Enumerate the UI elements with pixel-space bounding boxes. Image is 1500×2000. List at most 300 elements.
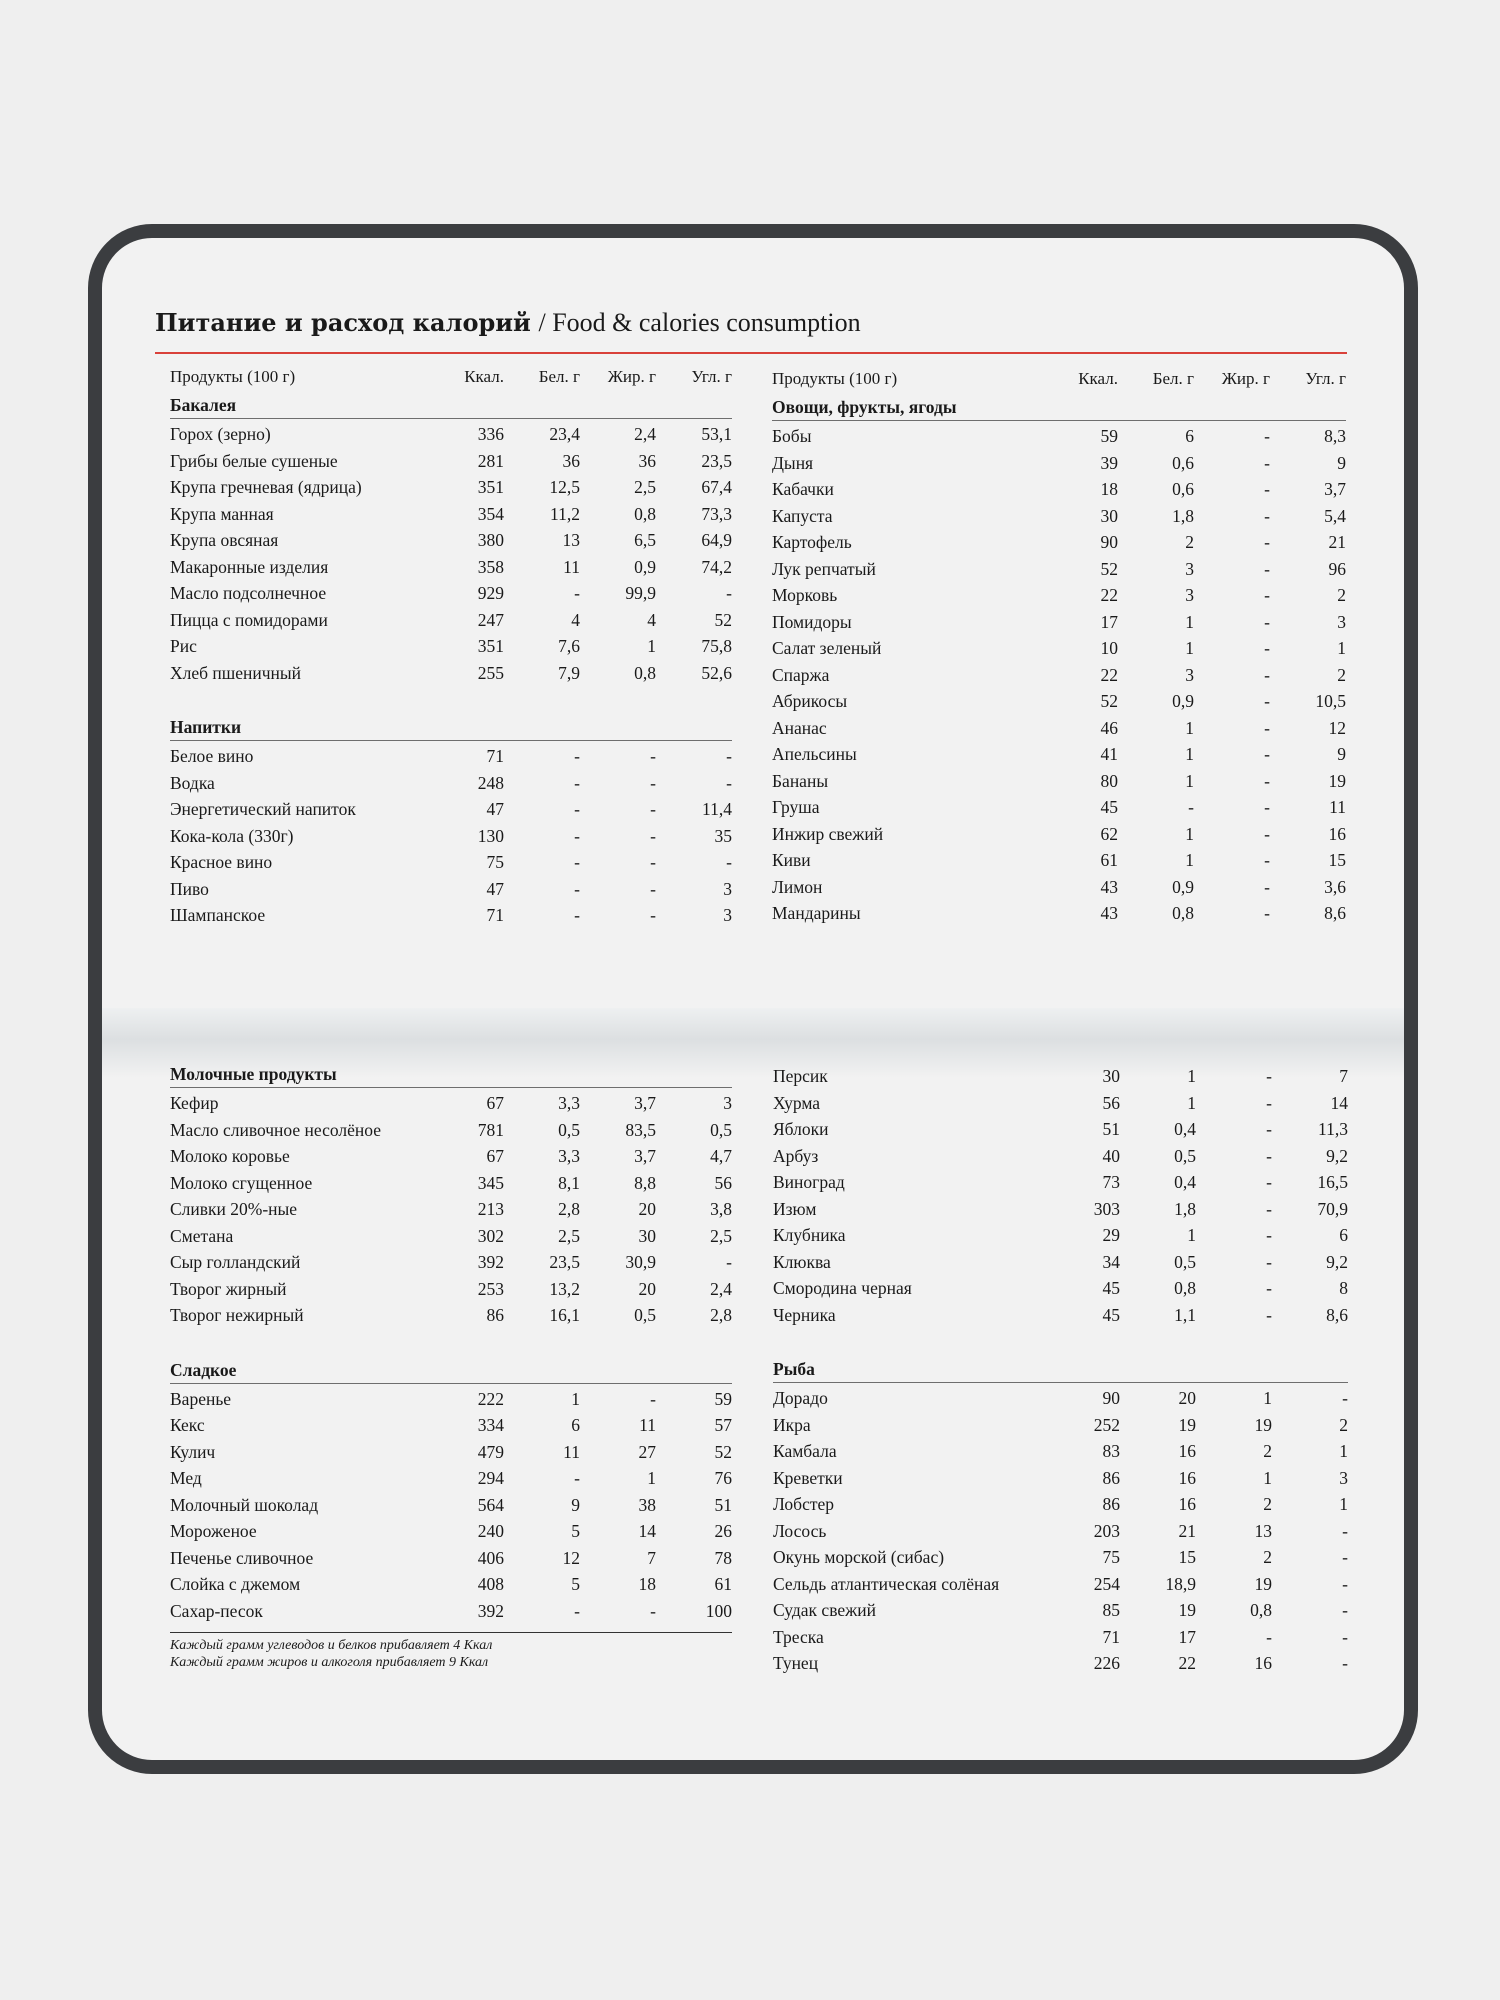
protein-value: 5 (571, 1521, 580, 1541)
product-name: Камбала (773, 1441, 837, 1461)
protein-value: - (574, 825, 580, 846)
fat-value: 20 (638, 1199, 656, 1219)
fat-value: - (1266, 1278, 1272, 1298)
fat-value: 0,5 (634, 1305, 656, 1325)
fat-value: 38 (638, 1494, 656, 1515)
fat-value: - (1266, 1626, 1272, 1647)
fat-value: - (1264, 744, 1270, 764)
protein-value: 0,5 (1174, 1145, 1196, 1166)
product-name: Крупа гречневая (ядрица) (170, 477, 362, 497)
footnote-line: Каждый грамм жиров и алкоголя прибавляет 9 Ккал (170, 1655, 489, 1670)
protein-value: - (574, 799, 580, 819)
carbs-value: 35 (714, 825, 732, 846)
fat-value: - (1266, 1198, 1272, 1219)
kcal-value: 71 (486, 746, 504, 766)
kcal-value: 18 (1100, 479, 1118, 499)
carbs-value: 9 (1337, 744, 1346, 764)
protein-value: 0,4 (1174, 1172, 1196, 1192)
carbs-value: - (1342, 1600, 1348, 1620)
section-title: Овощи, фрукты, ягоды (772, 394, 1346, 421)
kcal-value: 253 (477, 1278, 504, 1299)
fat-value: - (1264, 558, 1270, 579)
fat-value: - (650, 878, 656, 899)
carbs-value: 51 (714, 1494, 732, 1515)
kcal-value: 130 (477, 825, 504, 846)
product-name: Киви (772, 850, 811, 870)
product-name: Сахар-песок (170, 1600, 263, 1621)
carbs-value: 0,5 (710, 1119, 732, 1140)
kcal-value: 22 (1100, 585, 1118, 605)
carbs-value: 5,4 (1324, 505, 1346, 526)
carbs-value: 8,3 (1324, 426, 1346, 446)
fat-value: 1 (647, 1468, 656, 1488)
fat-value: - (1264, 823, 1270, 844)
table-row (772, 635, 1346, 662)
protein-value: 0,9 (1172, 691, 1194, 711)
table-row (772, 874, 1346, 901)
fat-value: 7 (647, 1547, 656, 1568)
header-fat: Жир. г (1221, 369, 1270, 388)
protein-value: 1 (1187, 1092, 1196, 1113)
section-title: Напитки (170, 714, 732, 741)
table-row (773, 1518, 1348, 1545)
kcal-value: 80 (1100, 770, 1118, 791)
product-name: Груша (772, 797, 820, 817)
product-name: Грибы белые сушеные (170, 450, 338, 471)
carbs-value: 57 (714, 1415, 732, 1435)
product-name: Шампанское (170, 905, 266, 925)
product-name: Тунец (773, 1653, 819, 1673)
table-row (170, 1302, 732, 1329)
carbs-value: 52 (714, 1441, 732, 1462)
fat-value: 99,9 (625, 583, 656, 603)
kcal-value: 222 (477, 1388, 504, 1409)
fat-value: - (650, 746, 656, 766)
protein-value: 12,5 (549, 477, 580, 497)
carbs-value: 23,5 (701, 450, 732, 471)
kcal-value: 354 (477, 503, 504, 524)
footnote-line: Каждый грамм углеводов и белков прибавляет 4 Ккал (170, 1638, 493, 1653)
fat-value: 30,9 (625, 1252, 656, 1272)
carbs-value: 52,6 (701, 662, 732, 683)
carbs-value: 4,7 (710, 1146, 732, 1166)
carbs-value: - (726, 772, 732, 793)
product-name: Горох (зерно) (170, 424, 271, 444)
product-name: Сметана (170, 1225, 234, 1246)
product-name: Лосось (773, 1520, 827, 1541)
product-name: Лобстер (773, 1494, 835, 1514)
table-row (170, 902, 732, 929)
table-row (170, 1412, 732, 1439)
kcal-value: 294 (477, 1468, 504, 1488)
carbs-value: 100 (705, 1600, 732, 1621)
carbs-value: 21 (1328, 532, 1346, 552)
protein-value: 1 (1185, 770, 1194, 791)
carbs-value: - (1342, 1626, 1348, 1647)
carbs-value: 75,8 (701, 636, 732, 656)
product-name: Слойка с джемом (170, 1574, 301, 1594)
product-name: Морковь (772, 585, 838, 605)
product-name: Энергетический напиток (170, 799, 356, 819)
kcal-value: 45 (1102, 1304, 1120, 1325)
table-row (170, 743, 732, 770)
table-row (772, 741, 1346, 768)
kcal-value: 226 (1093, 1653, 1120, 1673)
kcal-value: 380 (477, 530, 504, 550)
table-row (772, 529, 1346, 556)
product-name: Бананы (772, 770, 829, 791)
protein-value: 17 (1178, 1626, 1196, 1647)
kcal-value: 45 (1100, 797, 1118, 817)
carbs-value: 2 (1337, 585, 1346, 605)
table-row (170, 554, 732, 581)
product-name: Инжир свежий (772, 823, 884, 844)
kcal-value: 929 (477, 583, 504, 603)
product-name: Кулич (170, 1441, 216, 1462)
fat-value: 11 (639, 1415, 656, 1435)
product-name: Сельдь атлантическая солёная (773, 1573, 1000, 1594)
product-name: Изюм (773, 1198, 817, 1219)
kcal-value: 40 (1102, 1145, 1120, 1166)
table-row (773, 1222, 1348, 1249)
protein-value: 7,9 (558, 662, 580, 683)
kcal-value: 564 (477, 1494, 504, 1515)
carbs-value: 61 (714, 1574, 732, 1594)
protein-value: 1 (1185, 611, 1194, 632)
table-row (773, 1624, 1348, 1651)
table-row (773, 1063, 1348, 1090)
kcal-value: 47 (486, 878, 504, 899)
fat-value: - (1266, 1092, 1272, 1113)
fat-value: 19 (1254, 1573, 1272, 1594)
table-row (773, 1196, 1348, 1223)
carbs-value: 11,3 (1318, 1119, 1348, 1139)
kcal-value: 252 (1093, 1414, 1120, 1435)
product-name: Водка (170, 772, 215, 793)
product-name: Молоко коровье (170, 1146, 290, 1166)
section-title: Молочные продукты (170, 1061, 732, 1088)
carbs-value: 9,2 (1326, 1145, 1348, 1166)
protein-value: 18,9 (1165, 1573, 1196, 1594)
product-name: Макаронные изделия (170, 556, 329, 577)
protein-value: 13,2 (549, 1278, 580, 1299)
carbs-value: - (726, 852, 732, 872)
carbs-value: 53,1 (701, 424, 732, 444)
table-row (170, 1386, 732, 1413)
product-name: Крупа овсяная (170, 530, 279, 550)
kcal-value: 86 (486, 1305, 504, 1325)
fat-value: 3,7 (634, 1146, 656, 1166)
table-row (773, 1571, 1348, 1598)
product-name: Молочный шоколад (170, 1494, 319, 1515)
table-row (773, 1302, 1348, 1329)
kcal-value: 254 (1093, 1573, 1120, 1594)
table-row (772, 609, 1346, 636)
kcal-value: 52 (1100, 558, 1118, 579)
fat-value: 1 (1263, 1467, 1272, 1488)
protein-value: - (574, 852, 580, 872)
table-row (170, 876, 732, 903)
fat-value: - (1264, 479, 1270, 499)
header-product: Продукты (100 г) (170, 367, 296, 386)
fat-value: - (1264, 691, 1270, 711)
product-name: Мандарины (772, 903, 861, 923)
carbs-value: 74,2 (701, 556, 732, 577)
fat-value: 0,8 (634, 503, 656, 524)
product-name: Крупа манная (170, 503, 274, 524)
protein-value: 1 (1185, 717, 1194, 738)
fat-value: - (1264, 876, 1270, 897)
carbs-value: 3 (723, 878, 732, 899)
column-header-row (772, 364, 1346, 394)
table-row (170, 501, 732, 528)
carbs-value: - (1342, 1520, 1348, 1541)
product-name: Дорадо (773, 1388, 828, 1408)
kcal-value: 71 (486, 905, 504, 925)
protein-value: 0,5 (1174, 1251, 1196, 1272)
carbs-value: 11,4 (702, 799, 732, 819)
fat-value: - (1266, 1225, 1272, 1245)
kcal-value: 75 (486, 852, 504, 872)
protein-value: 2,5 (558, 1225, 580, 1246)
product-name: Лимон (772, 876, 823, 897)
fat-value: 3,7 (634, 1093, 656, 1113)
fat-value: 1 (647, 636, 656, 656)
kcal-value: 86 (1102, 1467, 1120, 1488)
kcal-value: 30 (1100, 505, 1118, 526)
carbs-value: 16 (1328, 823, 1346, 844)
kcal-value: 406 (477, 1547, 504, 1568)
fat-value: - (1264, 664, 1270, 685)
kcal-value: 67 (486, 1146, 504, 1166)
fat-value: 8,8 (634, 1172, 656, 1193)
kcal-value: 52 (1100, 691, 1118, 711)
kcal-value: 73 (1102, 1172, 1120, 1192)
fat-value: - (1264, 452, 1270, 473)
carbs-value: 1 (1337, 638, 1346, 658)
kcal-value: 213 (477, 1199, 504, 1219)
carbs-value: 52 (714, 609, 732, 630)
table-row (772, 662, 1346, 689)
page-title (155, 308, 1347, 354)
carbs-value: - (726, 583, 732, 603)
kcal-value: 34 (1102, 1251, 1120, 1272)
product-name: Дыня (772, 452, 814, 473)
carbs-value: 8 (1339, 1278, 1348, 1298)
table-row (773, 1385, 1348, 1412)
product-name: Хлеб пшеничный (170, 662, 302, 683)
carbs-value: 70,9 (1317, 1198, 1348, 1219)
table-row (170, 1249, 732, 1276)
kcal-value: 43 (1100, 876, 1118, 897)
product-name: Творог нежирный (170, 1305, 304, 1325)
fat-value: - (1264, 426, 1270, 446)
product-name: Мороженое (170, 1521, 257, 1541)
table-row (170, 421, 732, 448)
kcal-value: 43 (1100, 903, 1118, 923)
table-row (773, 1116, 1348, 1143)
kcal-value: 67 (486, 1093, 504, 1113)
protein-value: 1 (1187, 1225, 1196, 1245)
section-gap (773, 1328, 1348, 1356)
section-gap (170, 1329, 732, 1357)
protein-value: 23,5 (549, 1252, 580, 1272)
carbs-value: 15 (1328, 850, 1346, 870)
carbs-value: 2,8 (710, 1305, 732, 1325)
carbs-value: 9,2 (1326, 1251, 1348, 1272)
protein-value: 9 (571, 1494, 580, 1515)
kcal-value: 334 (477, 1415, 504, 1435)
carbs-value: 7 (1339, 1066, 1348, 1086)
fat-value: - (1264, 611, 1270, 632)
fat-value: 2 (1263, 1441, 1272, 1461)
fat-value: - (650, 1600, 656, 1621)
product-name: Кефир (170, 1093, 219, 1113)
fat-value: - (1264, 797, 1270, 817)
fat-value: - (650, 905, 656, 925)
carbs-value: 67,4 (701, 477, 732, 497)
table-row (170, 823, 732, 850)
table-row (170, 660, 732, 687)
header-product: Продукты (100 г) (772, 369, 898, 388)
header-carbs: Угл. г (1305, 369, 1346, 388)
product-name: Масло подсолнечное (170, 583, 327, 603)
product-name: Абрикосы (772, 691, 848, 711)
carbs-value: 3 (1339, 1467, 1348, 1488)
fat-value: - (1264, 770, 1270, 791)
table-row (170, 1465, 732, 1492)
header-kcal: Ккал. (464, 367, 504, 386)
table-row (170, 1439, 732, 1466)
table-row (170, 770, 732, 797)
kcal-value: 203 (1093, 1520, 1120, 1541)
table-row (170, 1492, 732, 1519)
product-name: Салат зеленый (772, 638, 882, 658)
table-row (170, 1598, 732, 1625)
table-row (772, 556, 1346, 583)
kcal-value: 479 (477, 1441, 504, 1462)
fat-value: - (1264, 505, 1270, 526)
carbs-value: - (1342, 1573, 1348, 1594)
product-name: Окунь морской (сибас) (773, 1547, 945, 1567)
fat-value: - (650, 1388, 656, 1409)
kcal-value: 22 (1100, 664, 1118, 685)
table-row (773, 1438, 1348, 1465)
fat-value: 18 (638, 1574, 656, 1594)
protein-value: 0,5 (558, 1119, 580, 1140)
protein-value: 11 (563, 556, 580, 577)
protein-value: 6 (1185, 426, 1194, 446)
fat-value: - (1266, 1304, 1272, 1325)
footnote (170, 1632, 732, 1671)
protein-value: - (574, 772, 580, 793)
product-name: Клубника (773, 1225, 846, 1245)
protein-value: 3,3 (558, 1093, 580, 1113)
kcal-value: 86 (1102, 1494, 1120, 1514)
fat-value: 0,9 (634, 556, 656, 577)
table-row (170, 1223, 732, 1250)
product-name: Яблоки (773, 1119, 829, 1139)
title-ru: Питание и расход калорий (155, 308, 531, 337)
kcal-value: 336 (477, 424, 504, 444)
product-name: Лук репчатый (772, 558, 876, 579)
product-name: Варенье (170, 1388, 232, 1409)
fat-value: - (1264, 717, 1270, 738)
protein-value: 23,4 (549, 424, 580, 444)
fat-value: 30 (638, 1225, 656, 1246)
table-row (170, 1196, 732, 1223)
protein-value: - (574, 583, 580, 603)
product-name: Клюква (773, 1251, 831, 1272)
fat-value: - (650, 825, 656, 846)
product-name: Пиво (170, 878, 209, 899)
protein-value: 3 (1185, 585, 1194, 605)
fat-value: - (1264, 585, 1270, 605)
carbs-value: 1 (1339, 1494, 1348, 1514)
table-row (170, 796, 732, 823)
table-row (170, 849, 732, 876)
product-name: Персик (773, 1066, 828, 1086)
kcal-value: 10 (1100, 638, 1118, 658)
protein-value: 1,1 (1174, 1304, 1196, 1325)
carbs-value: 9 (1337, 452, 1346, 473)
protein-value: 16 (1178, 1494, 1196, 1514)
protein-value: 22 (1178, 1653, 1196, 1673)
table-row (170, 448, 732, 475)
fat-value: - (1266, 1172, 1272, 1192)
product-name: Икра (773, 1414, 811, 1435)
fat-value: - (650, 852, 656, 872)
carbs-value: 56 (714, 1172, 732, 1193)
fat-value: 83,5 (625, 1119, 656, 1140)
fat-value: 2 (1263, 1494, 1272, 1514)
product-name: Арбуз (773, 1145, 819, 1166)
fat-value: 13 (1254, 1520, 1272, 1541)
table-row (772, 423, 1346, 450)
protein-value: 0,8 (1174, 1278, 1196, 1298)
protein-value: 3 (1185, 558, 1194, 579)
kcal-value: 781 (477, 1119, 504, 1140)
protein-value: 19 (1178, 1600, 1196, 1620)
product-name: Кекс (170, 1415, 205, 1435)
header-kcal: Ккал. (1078, 369, 1118, 388)
kcal-value: 90 (1102, 1388, 1120, 1408)
table-row (773, 1650, 1348, 1677)
carbs-value: - (1342, 1547, 1348, 1567)
protein-value: 4 (571, 609, 580, 630)
kcal-value: 408 (477, 1574, 504, 1594)
table-row (773, 1597, 1348, 1624)
carbs-value: - (726, 746, 732, 766)
kcal-value: 302 (477, 1225, 504, 1246)
product-name: Смородина черная (773, 1278, 912, 1298)
kcal-value: 75 (1102, 1547, 1120, 1567)
kcal-value: 351 (477, 477, 504, 497)
protein-value: 13 (562, 530, 580, 550)
protein-value: 1 (1185, 744, 1194, 764)
kcal-value: 240 (477, 1521, 504, 1541)
protein-value: 12 (562, 1547, 580, 1568)
carbs-value: 96 (1328, 558, 1346, 579)
protein-value: 15 (1178, 1547, 1196, 1567)
table-row (170, 474, 732, 501)
fat-value: 19 (1254, 1414, 1272, 1435)
protein-value: 0,4 (1174, 1119, 1196, 1139)
kcal-value: 41 (1100, 744, 1118, 764)
product-name: Красное вино (170, 852, 273, 872)
table-row (773, 1249, 1348, 1276)
product-name: Ананас (772, 717, 827, 738)
